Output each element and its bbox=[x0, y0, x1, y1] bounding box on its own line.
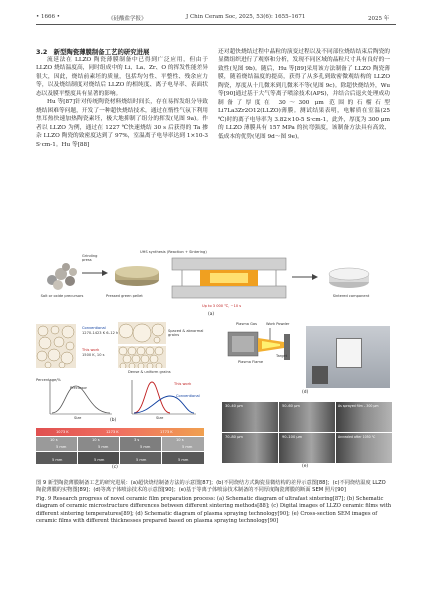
target-label: Target bbox=[276, 354, 288, 358]
green-pellet-label: Pressed green pellet bbox=[106, 294, 143, 298]
scale-label: 5 mm bbox=[140, 445, 151, 449]
sintered-component-icon bbox=[326, 264, 372, 290]
panel-a-label: (a) bbox=[208, 312, 215, 317]
panel-e bbox=[222, 402, 392, 470]
spaced-label: Spaced & abnormal grains bbox=[168, 329, 204, 337]
film-row-bottom bbox=[36, 452, 204, 464]
plasma-torch-icon bbox=[222, 328, 296, 388]
section-number: 3.2 bbox=[36, 48, 48, 56]
panel-c bbox=[36, 428, 204, 470]
time-label: 10 s bbox=[176, 438, 184, 442]
work-powder-label: Work Powder bbox=[266, 322, 290, 326]
scale-label: 5 mm bbox=[56, 445, 67, 449]
sem-image bbox=[336, 433, 392, 463]
journal-name-cn: 《硅酸盐学报》 bbox=[108, 16, 147, 22]
sem-label: As sprayed film – 300 μm bbox=[338, 404, 379, 408]
header-year: 2025 年 bbox=[368, 16, 390, 22]
sem-label: 50–60 μm bbox=[282, 404, 300, 408]
sem-image bbox=[279, 433, 335, 463]
grinding-label: Grinding press bbox=[82, 254, 98, 262]
dense-label: Dense & uniform grains bbox=[128, 370, 171, 374]
y-axis-label: Percentage/% bbox=[36, 378, 61, 382]
scale-label: 5 mm bbox=[98, 445, 109, 449]
sem-label: Annealed after 1050 ℃ bbox=[338, 435, 376, 439]
dense-grains-icon bbox=[118, 346, 166, 368]
temp-1073: 1073 K bbox=[56, 430, 69, 434]
time-label: 10 s bbox=[92, 438, 100, 442]
panel-d bbox=[222, 322, 392, 400]
plasma-gas-label: Plasma Gas bbox=[236, 322, 257, 326]
arrow-right-icon bbox=[82, 268, 108, 278]
film-tile bbox=[162, 452, 204, 464]
temp-1273: 1273 K bbox=[106, 430, 119, 434]
precursor-grains-icon bbox=[36, 324, 76, 368]
panel-c-label: (c) bbox=[112, 465, 118, 470]
time-label: 10 s bbox=[50, 438, 58, 442]
salt-label: Salt or oxide precursors bbox=[40, 294, 84, 298]
left-paragraph-1: 流延法在 LLZO 陶瓷薄膜制备中已得到广泛应用，但由于 LLZO 烧结温度高，同时组成中的 Li、La、Zr、O 的挥发性能差异很大，因此，烧结前素坯的质量，包括均匀性、平整性、残余应力等，以及烧结制度对烧结后 LLZO 的相纯度、离子电导率、表面状态以及膜平整度具有显著的影响。 bbox=[36, 57, 208, 97]
film-tile bbox=[78, 452, 119, 464]
scale-label: 5 mm bbox=[182, 445, 193, 449]
conventional-note: Conventional bbox=[82, 326, 106, 330]
sem-label: 90–100 μm bbox=[282, 435, 303, 439]
legend-this-work: This work bbox=[174, 382, 192, 386]
section-heading bbox=[36, 47, 149, 56]
film-sample-photo bbox=[336, 338, 362, 368]
journal-citation: J Chin Ceram Soc, 2025, 53(6): 1655–1671 bbox=[186, 14, 306, 20]
right-paragraph-1: 还对超快烧结过程中晶粒的演变过程以及不同部位烧结结束后陶瓷的显微组织进行了观察和分析，发现不同区域的晶粒尺寸具有良好的一致性(见图 9b)。随后，Hu 等[89]采用该方法制备了 LLZO 陶瓷薄膜，随着烧结温度的提高，获得了从多孔到致密微观结构的 LLZO 陶瓷，厚度从十几微米到几微米不等(见图 9c)。除超快烧结外，Wu 等[90]通过基于大气等离子喷涂技术(APS)，并结合后退火处理成功制备了厚度在 30～300 μm 范围的石榴石型 Li7La3Zr2O12(LLZO)薄膜。测试结果表明，电解质在室温(25 ℃)时的离子电导率为 3.82×10-5 S·cm-1，此外，厚度为 300 μm 的 LLZO 薄膜具有 157 MPa 的抗弯强度，该制备方法具有高效、低成本的优势(见图 9d～图 9e)。 bbox=[218, 49, 390, 140]
film-tile bbox=[120, 452, 161, 464]
x-axis-label: Size bbox=[74, 416, 82, 420]
section-title: 新型陶瓷薄膜制备工艺的研究进展 bbox=[53, 48, 150, 56]
figure-9 bbox=[36, 244, 392, 470]
sem-image bbox=[279, 402, 335, 432]
scale-label: 5 mm bbox=[94, 458, 105, 462]
sem-label: 30–40 μm bbox=[225, 404, 243, 408]
figure-caption bbox=[36, 480, 392, 525]
film-tile bbox=[78, 437, 119, 451]
panel-e-label: (e) bbox=[302, 464, 309, 469]
legend-conventional: Conventional bbox=[176, 394, 200, 398]
header-rule bbox=[36, 24, 396, 25]
conventional-condition: 1270-1423 K 6–12 h bbox=[82, 331, 119, 335]
sem-label: 70–80 μm bbox=[225, 435, 243, 439]
caption-chinese: 图 9 新型陶瓷薄膜制备工艺的研究进展：(a)超快烧结制备方法的示意图[87]；(b)不同烧结方式陶瓷显微结构的差异示意图[88]；(c)不同烧结温度 LLZO 陶瓷薄膜的实物图[89]；(d)等离子体喷涂技术的示意图[90]；(e)基于等离子体喷涂技术制备的不同厚度陶瓷薄膜的断面 SEM 照片[90] bbox=[36, 480, 386, 494]
panel-b-label: (b) bbox=[110, 418, 117, 423]
plasma-photo bbox=[306, 326, 390, 388]
film-tile bbox=[36, 437, 77, 451]
green-pellet-icon bbox=[112, 262, 162, 288]
left-column bbox=[36, 56, 208, 149]
x-axis-label-right: Size bbox=[156, 416, 164, 420]
temperature-label: Up to 3 000 ℃, ~10 s bbox=[202, 304, 242, 308]
panel-b bbox=[36, 320, 204, 426]
this-work-note: This work bbox=[82, 348, 100, 352]
plasma-flame-label: Plasma Flame bbox=[238, 360, 264, 364]
sem-image bbox=[336, 402, 392, 432]
time-label: 3 s bbox=[134, 438, 140, 442]
scale-label: 5 mm bbox=[52, 458, 63, 462]
this-work-condition: 1500 K, 10 s bbox=[82, 353, 105, 357]
page-number: • 1666 • bbox=[36, 14, 60, 20]
torch-photo bbox=[312, 366, 328, 384]
abnormal-grains-icon bbox=[118, 322, 166, 344]
panel-d-label: (d) bbox=[302, 390, 309, 395]
temp-1773: 1773 K bbox=[160, 430, 173, 434]
sem-image bbox=[222, 433, 278, 463]
uhs-label: UHS synthesis (Reaction + Sintering) bbox=[140, 250, 207, 254]
sintered-label: Sintered component bbox=[332, 294, 370, 298]
right-column bbox=[218, 48, 390, 141]
arrow-right-icon bbox=[292, 272, 318, 282]
left-paragraph-2: Hu 等[87]针对传统陶瓷材料烧结时间长，存在易挥发组分导致烧结困难等问题，开发了一种超快烧结技术，通过在惰性气氛下利用焦耳热快速加热陶瓷素坯，极大地抑制了组分的挥发(见图 9a)。作者以 LLZO 为例，通过在 1227 ℃快速烧结 30 s 后获得的 Ta 掺杂 LLZO 陶瓷的致密度达到了 97%，室温离子电导率达到 1×10-3 S·cm-1。Hu 等[88] bbox=[36, 99, 208, 148]
film-tile bbox=[162, 437, 204, 451]
film-tile bbox=[120, 437, 161, 451]
panel-a bbox=[36, 244, 392, 320]
sem-image bbox=[222, 402, 278, 432]
caption-english: Fig. 9 Research progress of novel ceramic film preparation process: (a) Schematic diagram of ultrafast sintering[87]; (b) Schematic diagram of ceramic microstructure differences between different sintering methods[88]; (c) Digital images of LLZO ceramic films with different sintering temperatures[89]; (d) Schematic diagram of plasma spraying technology[90]; (e) Cross-section SEM images of ceramic films with different thicknesses prepared based on plasma spraying technology[90] bbox=[36, 495, 392, 525]
film-tile bbox=[36, 452, 77, 464]
joule-heater-icon bbox=[170, 256, 288, 302]
scale-label: 5 mm bbox=[178, 458, 189, 462]
scale-label: 5 mm bbox=[136, 458, 147, 462]
film-row-top bbox=[36, 437, 204, 451]
precursor-label: Precursor bbox=[70, 386, 87, 390]
salt-precursor-icon bbox=[44, 258, 80, 292]
